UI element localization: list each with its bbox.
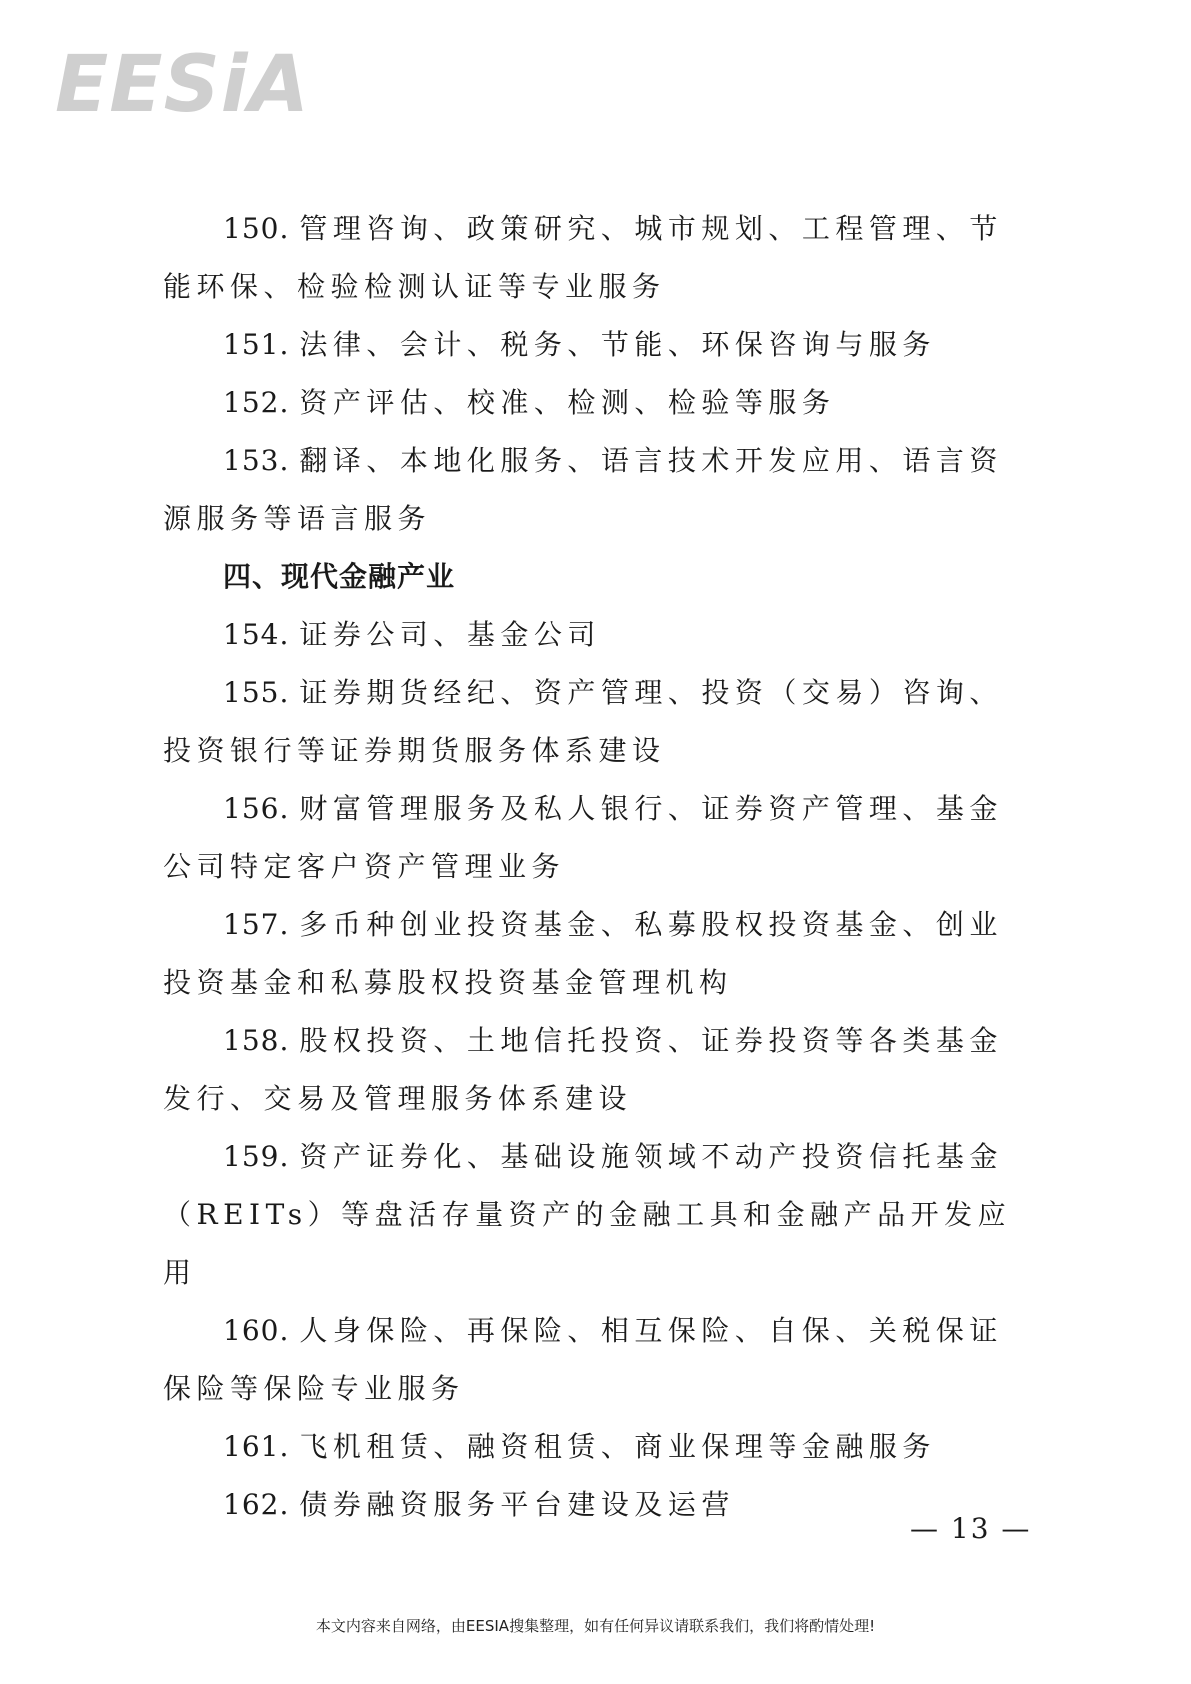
list-item	[163, 200, 1031, 316]
item-text: 股权投资、土地信托投资、证券投资等各类基金发行、交易及管理服务体系建设	[163, 1024, 1003, 1115]
list-item	[163, 374, 1031, 432]
item-text: 人身保险、再保险、相互保险、自保、关税保证保险等保险专业服务	[163, 1314, 1003, 1405]
list-item	[163, 780, 1031, 896]
list-item	[163, 1302, 1031, 1418]
item-text: 翻译、本地化服务、语言技术开发应用、语言资源服务等语言服务	[163, 444, 1003, 535]
item-number: 152.	[223, 386, 290, 419]
list-item	[163, 316, 1031, 374]
item-text: 资产评估、校准、检测、检验等服务	[299, 386, 836, 419]
page-number: — 13 —	[910, 1512, 1032, 1545]
item-text: 资产证券化、基础设施领域不动产投资信托基金（REITs）等盘活存量资产的金融工具和金融产品开发应用	[163, 1140, 1012, 1289]
item-text: 证券公司、基金公司	[299, 618, 601, 651]
list-item	[163, 1418, 1031, 1476]
item-number: 161.	[223, 1430, 290, 1463]
list-item	[163, 664, 1031, 780]
item-number: 153.	[223, 444, 290, 477]
item-number: 160.	[223, 1314, 290, 1347]
item-text: 飞机租赁、融资租赁、商业保理等金融服务	[299, 1430, 936, 1463]
item-text: 财富管理服务及私人银行、证券资产管理、基金公司特定客户资产管理业务	[163, 792, 1003, 883]
eesia-logo: EESiA	[55, 40, 310, 130]
list-item	[163, 432, 1031, 548]
item-text: 证券期货经纪、资产管理、投资（交易）咨询、投资银行等证券期货服务体系建设	[163, 676, 1003, 767]
list-item	[163, 1012, 1031, 1128]
item-number: 157.	[223, 908, 290, 941]
item-number: 155.	[223, 676, 290, 709]
item-text: 管理咨询、政策研究、城市规划、工程管理、节能环保、检验检测认证等专业服务	[163, 212, 1003, 303]
footer-disclaimer: 本文内容来自网络，由EESIA搜集整理，如有任何异议请联系我们，我们将酌情处理!	[315, 1617, 876, 1635]
item-text: 债券融资服务平台建设及运营	[299, 1488, 735, 1521]
section-heading: 四、现代金融产业	[223, 560, 456, 593]
item-number: 159.	[223, 1140, 290, 1173]
item-number: 156.	[223, 792, 290, 825]
item-text: 法律、会计、税务、节能、环保咨询与服务	[299, 328, 936, 361]
item-number: 158.	[223, 1024, 290, 1057]
document-body	[163, 200, 1031, 1534]
item-number: 150.	[223, 212, 290, 245]
list-item	[163, 896, 1031, 1012]
item-text: 多币种创业投资基金、私募股权投资基金、创业投资基金和私募股权投资基金管理机构	[163, 908, 1003, 999]
item-number: 151.	[223, 328, 290, 361]
item-number: 154.	[223, 618, 290, 651]
item-number: 162.	[223, 1488, 290, 1521]
list-item	[163, 1476, 1031, 1534]
list-item	[163, 1128, 1031, 1302]
list-item	[163, 606, 1031, 664]
